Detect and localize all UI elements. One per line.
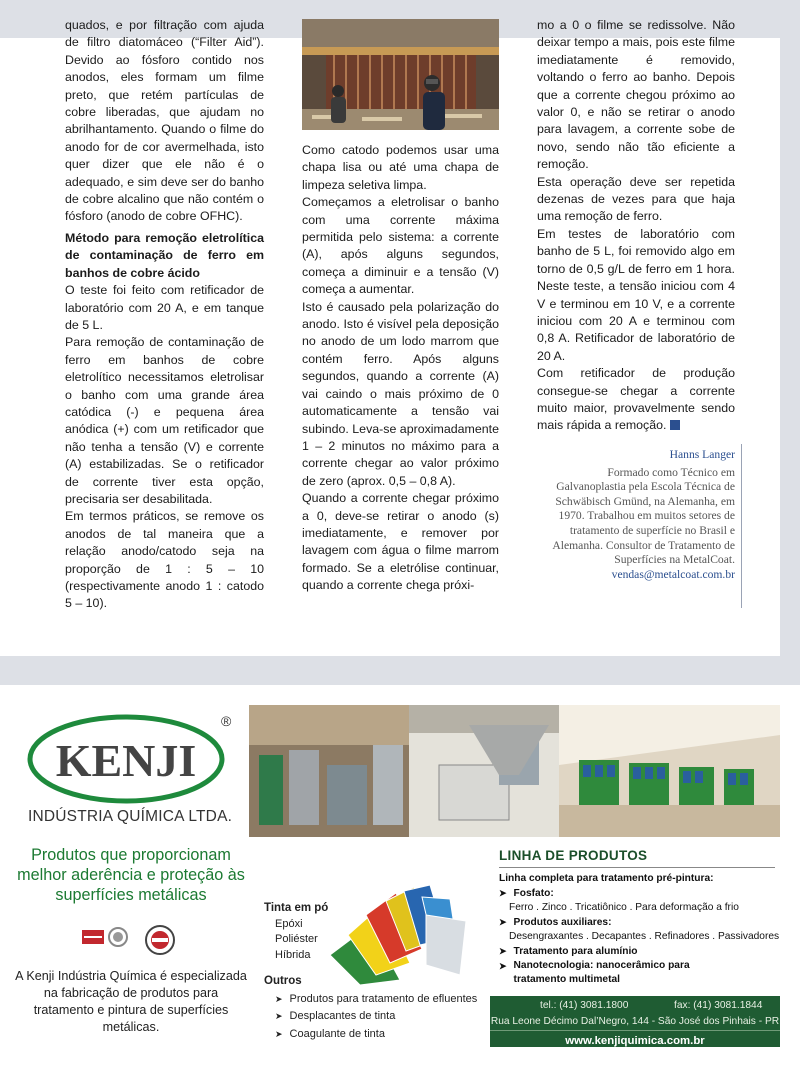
title-divider	[499, 867, 775, 868]
iso-certificate-icon	[82, 928, 127, 946]
paragraph-final: Com retificador de produção consegue-se chegar a corrente muito maior, provavelmente sendo mais rápida a remoção.	[537, 366, 735, 433]
author-description: Formado como Técnico em Galvanoplastia pela Escola Técnica de Schwäbisch Gmünd, na Alemanha, em 1970. Trabalhou em muitos setores de tratamento de superfície no Brasil e Alemanha. Consultor de Tratamento de Superfícies na MetalCoat.	[552, 465, 735, 567]
telephone: tel.: (41) 3081.1800	[540, 1000, 629, 1011]
paragraph: Quando a corrente chegar próximo a 0, deve-se retirar o anodo (s) imediatamente, e remover por lavagem com água o filme marrom formado. Se a eletrólise continuar, quando a corrente chega próxi-	[302, 491, 499, 593]
article-column-2	[302, 142, 499, 595]
paragraph: O teste foi feito com retificador de laboratório com 20 A, e em tanque de 5 L.	[65, 283, 264, 332]
arrow-icon: ➤	[275, 1011, 283, 1021]
arrow-icon: ➤	[499, 961, 507, 971]
product-subtitle: Linha completa para tratamento pré-pintura:	[499, 873, 714, 884]
certification-seals	[82, 923, 182, 962]
address: Rua Leone Décimo Dal’Negro, 144 - São José dos Pinhais - PR	[490, 1016, 780, 1027]
list-item: ➤ Desplacantes de tinta	[275, 1010, 396, 1022]
author-name: Hanns Langer	[669, 448, 735, 461]
kenji-logo	[26, 713, 226, 810]
paint-item: Híbrida	[275, 948, 311, 961]
product-list	[499, 872, 779, 987]
phone-row	[500, 1000, 770, 1014]
other-products-list	[264, 973, 477, 1043]
fax: fax: (41) 3081.1844	[674, 1000, 763, 1011]
article-column-3	[537, 17, 735, 435]
list-item: ➤ Produtos para tratamento de efluentes	[275, 992, 478, 1005]
electroplating-plant-photo	[302, 19, 499, 130]
registered-mark: ®	[221, 713, 232, 729]
end-mark-icon	[670, 420, 680, 430]
list-item: ➤ Coagulante de tinta	[275, 1027, 385, 1040]
sesi-seal-icon	[146, 926, 174, 954]
powder-paint-list	[264, 901, 328, 963]
paragraph: Em testes de laboratório com banho de 5 L, foi removido algo em torno de 0,5 g/L de ferro em 1 hora. Neste teste, a tensão iniciou com 4 V e terminou em 10 V, e a corrente iniciou com 20 A e terminou com 0,8 A. Retificador de laboratório de 20 A.	[537, 226, 735, 363]
arrow-icon: ➤	[275, 1028, 283, 1039]
list-item: ➤ Tratamento para alumínio	[499, 946, 638, 957]
author-email-link[interactable]: vendas@metalcoat.com.br	[611, 567, 735, 581]
author-bio	[540, 448, 735, 582]
divider	[490, 1030, 780, 1031]
paragraph: Começamos a eletrolisar o banho com uma corrente máxima permitida pelo sistema: a corrente (A), após alguns segundos, começa a diminuir e a tensão (V) começa a aumentar.	[302, 195, 499, 297]
paint-item: Poliéster	[275, 933, 318, 945]
list-subitems: Desengraxantes . Decapantes . Refinadores . Passivadores	[509, 931, 780, 942]
paragraph: Isto é causado pela polarização do anodo. Isto é visível pela deposição no anodo de um lodo marrom que contém ferro. Após alguns segundos, quando a corrente (A) vai caindo o mais próximo de 0 automaticamente a tensão vai subindo. Leva-se aproximadamente 1 – 2 minutos no máximo para a corrente chegar ao valor próximo de zero (aprox. 0,5 – 0,8 A).	[302, 299, 499, 488]
brand-name: KENJI	[55, 735, 197, 786]
article-column-1	[65, 17, 264, 613]
paragraph: Como catodo podemos usar uma chapa lisa ou até uma chapa de limpeza seletiva limpa.	[302, 143, 499, 192]
arrow-icon: ➤	[499, 946, 507, 956]
paragraph: quados, e por filtração com ajuda de filtro diatomáceo (“Filter Aid”). Devido ao fósforo contido nos anodos, eles formam um filme preto, que retém partículas de cobre liberadas, que ajudam no abrilhantamento. Quando o filme do anodo for de cor avermelhada, isto quer dizer que ele não é o adequado, e sim deve ser do banho de cobre alcalino que não contém o fósforo (anodo de cobre OFHC).	[65, 18, 264, 224]
arrow-icon: ➤	[499, 888, 507, 898]
list-item: ➤ Nanotecnologia: nanocerâmico para tratamento multimetal	[499, 960, 690, 985]
others-title: Outros	[264, 975, 302, 987]
paragraph: Para remoção de contaminação de ferro em banhos de cobre eletrolítico necessitamos eletrolisar o banho com uma grande área catódica (-) e pequena área anódica (+) com um retificador que não tenha a tensão (V) e corrente (A) estabilizadas. Se o retificador de corrente tiver esta opção, precisaria ser desabilitada.	[65, 335, 264, 506]
list-subitems: Ferro . Zinco . Tricatiônico . Para deformação a frio	[509, 902, 739, 913]
product-line-title: LINHA DE PRODUTOS	[499, 848, 648, 863]
list-item: ➤ Produtos auxiliares:	[499, 917, 612, 928]
ad-slogan: Produtos que proporcionam melhor aderência e proteção às superfícies metálicas	[17, 846, 245, 904]
paragraph: Esta operação deve ser repetida dezenas de vezes para que haja uma remoção de ferro.	[537, 174, 735, 224]
factory-photo-collage	[249, 705, 780, 837]
company-description: A Kenji Indústria Química é especializada na fabricação de produtos para tratamento e pintura de superfícies metálicas.	[15, 969, 247, 1034]
paint-title: Tinta em pó	[264, 902, 329, 914]
paragraph: mo a 0 o filme se redissolve. Não deixar tempo a mais, pois este filme imediatamente é removido, voltando o ferro ao banho. Depois que a corrente chegou próximo ao valor 0, e não se retirar o anodo para lavagem, a corrente sobe de novo, sendo não tão eficiente a remoção.	[537, 18, 735, 172]
company-name: INDÚSTRIA QUÍMICA LTDA.	[28, 808, 233, 825]
list-item: ➤ Fosfato:	[499, 888, 554, 899]
paragraph: Em termos práticos, se remove os anodos de tal maneira que a relação anodo/catodo seja na proporção de 1 : 5 – 10 (respectivamente anodo 1 : catodo 5 – 10).	[65, 509, 264, 611]
section-heading: Método para remoção eletrolítica de contaminação de ferro em banhos de cobre ácido	[65, 230, 264, 280]
arrow-icon: ➤	[499, 917, 507, 927]
arrow-icon: ➤	[275, 993, 283, 1004]
bio-divider	[741, 444, 742, 608]
website-link[interactable]: www.kenjiquimica.com.br	[565, 1035, 705, 1047]
paint-item: Epóxi	[275, 917, 303, 930]
